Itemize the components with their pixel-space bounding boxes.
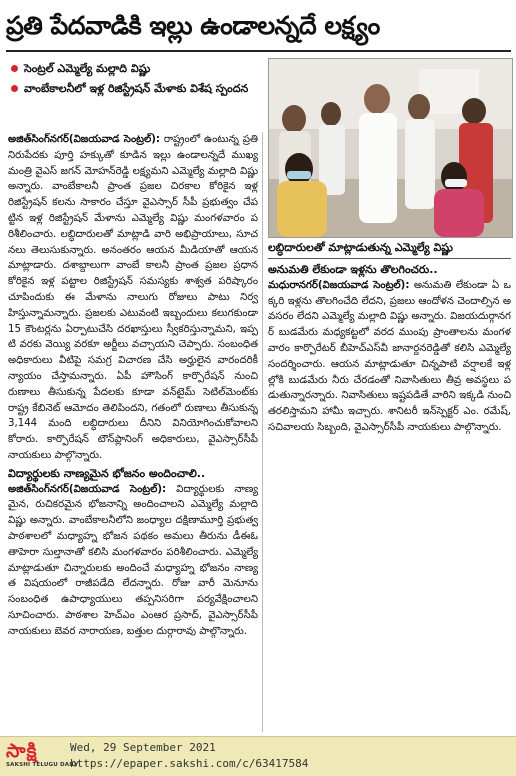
dateline: అజిత్‌సింగ్‌నగర్(విజయవాడ సెంట్రల్): [8,483,167,495]
logo-text: సాక్షి [6,740,38,762]
subheading: విద్యార్థులకు నాణ్యమైన భోజనం అందించాలి.. [8,466,206,480]
dateline: అజిత్‌సింగ్‌నగర్(విజయవాడ సెంట్రల్): [8,134,160,145]
news-photo-icon [269,59,512,237]
article-text: అనుమతి లేకుండా ఏ ఒక్కరి ఇళ్లను తొలగించేది లేదని, ప్రజలు ఆందోళన చెందాల్సిన అవసరం లేదని ఎమ్మెల్యే మల్లాది విష్ణు అన్నారు. విజయదుర్గానగర్ బుడమేరు మధ్యకట్టలో వరద ముంపు ప్రాంతాలను మంగళవారం కార్పొరేటర్ బీహెచ్‌ఎస్‌వీ జానార్దనరెడ్డితో కలిసి ఎమ్మెల్యే సందర్శించారు. ఆయన మాట్లాడుతూ చిన్నపాటి వర్షాలకే ఇళ్లల్లోకి బుడమేరు నీరు చేరడంతో నివాసితులు తీవ్ర అవస్థలు పడుతున్నారన్నారు. నివాసితులు ఇష్టపడితే వారిని ఇక్కడి నుంచి తరలిస్తామని హామీ ఇచ్చారు. శానిటరీ ఇన్‌స్పెక్టర్ ఎం. రమేష్, సచివాలయ సిబ్బంది, వైఎస్సార్‌సీపీ నాయకులు పాల్గొన్నారు. [268,279,511,433]
subheading: అనుమతి లేకుండా ఇళ్లను తొలగించరు.. [268,263,438,276]
headline: ప్రతి పేదవాడికి ఇల్లు ఉండాలన్నదే లక్ష్యం [6,11,380,40]
dateline: మధురానగర్(విజయవాడ సెంట్రల్): [268,279,410,291]
article-text: రాష్ట్రంలో ఉంటున్న ప్రతి నిరుపేదకు పూర్తి హక్కుతో కూడిన ఇల్లు ఉండాలన్నదే ముఖ్యమంత్రి వైఎస్ జగన్ మోహన్‌రెడ్డి లక్ష్యమని ఎమ్మెల్యే మల్లాది విష్ణు అన్నారు. వాంబేకాలనీ ప్రాంత ప్రజల చిరకాల కోరికైన ఇళ్ల రిజిస్ట్రేషన్ కలను సాకారం చేస్తూ వైఎస్సార్ సీపీ ప్రభుత్వం చేపట్టిన ఇళ్ల రిజిస్ట్రేషన్ మేళాను ఎమ్మెల్యే విష్ణు మంగళవారం పరిశీలించారు. లబ్ధిదారులతో మాట్లాడి వారి అభిప్రాయాలు, సూచనలు తెలుసుకున్నారు. అనంతరం ఆయన మీడియాతో ఆయన మాట్లాడారు. దశాబ్దాలుగా వాంబే కాలనీ ప్రాంత ప్రజల ప్రధాన కోరికైన ఇళ్ల పట్టాల రిజిస్ట్రేషన్ సమస్యకు శాశ్వత పరిష్కారం చూపిందుకు ఈ మేళాను నాలుగు రోజులు పాటు నిర్వహిస్తున్నామన్నారు. ప్రజలకు ఎటువంటి ఇబ్బందులు కలుగకుండా 15 కౌంటర్లను ఏర్పాటుచేసి దరఖాస్తులు స్వీకరిస్తున్నామని, ఇప్పటి వరకు వెయ్యి వరకూ అర్జీలు వచ్చాయని చెప్పారు. సంబంధిత అధికారులు వీటిపై సమగ్ర విచారణ చేసి అర్హులైన వారందరికీ న్యాయం చేస్తామన్నారు. ఏపీ హౌసింగ్ కార్పొరేషన్ నుంచి రుణాలు తీసుకున్న పేదలకు కూడా వన్‌టైమ్ సెటిల్‌మెంట్‌కు రాష్ట్ర కేబినెట్ ఆమోదం తెలిపిందని, గతంలో రుణాలు తీసుకున్న 3,144 మంది లబ్ధిదారులు దీనిని వినియోగించుకోవాలని కోరారు. కార్పొరేషన్ టౌన్‌ప్లానింగ్ అధికారులు, వైఎస్సార్‌సీపీ నాయకులు పాల్గొన్నారు. [8,134,258,461]
news-photo [268,58,513,238]
article-paragraph [8,132,258,464]
photo-caption: లబ్ధిదారులతో మాట్లాడుతున్న ఎమ్మెల్యే విష్ణు [268,241,453,254]
highlight-item: వాంబేకాలనీలో ఇళ్ల రిజిస్ట్రేషన్ మేళాకు విశేష స్పందన [8,80,253,97]
column-divider [262,132,263,732]
highlights [8,60,253,100]
epaper-footer [0,736,516,776]
article-column-left [8,132,258,760]
article-paragraph [8,482,258,640]
article-paragraph [268,278,511,436]
logo-subtext: SAKSHI TELUGU DAILY [6,762,79,768]
article-text: విద్యార్థులకు నాణ్యమైన, రుచికరమైన భోజనాన్ని అందించాలని ఎమ్మెల్యే మల్లాది విష్ణు అన్నారు. వాంబేకాలనీలోని జంధ్యాల దక్షిణామూర్తి ప్రభుత్వ పాఠశాలలో మధ్యాహ్న భోజన పథకం అమలు తీరును డీఈఓ తాహెరా సుల్తానాతో కలిసి మంగళవారం పరిశీలించారు. ఎమ్మెల్యే మాట్లాడుతూ చిన్నారులకు అందించే మధ్యాహ్న భోజనం నాణ్యత విషయంలో రాజీపడేది లేదన్నారు. రోజు వారీ మెనూను సంబంధిత ఉపాధ్యాయులు తప్పనిసరిగా పర్యవేక్షించాలని సూచించారు. పాఠశాల హెచ్ఎం ఎంఆర ప్రసాద్, వైఎస్సార్‌సీపీ నాయకులు బెవర నారాయణ, బత్తుల దుర్గారావు పాల్గొన్నారు. [8,483,258,637]
edition-date: Wed, 29 September 2021 [70,741,216,754]
sakshi-logo [6,740,79,772]
epaper-link[interactable]: https://epaper.sakshi.com/c/63417584 [70,757,309,770]
article-column-right [268,260,511,760]
highlight-item: సెంట్రల్ ఎమ్మెల్యే మల్లాది విష్ణు [8,60,253,77]
headline-rule [6,50,511,52]
caption-rule [268,258,511,259]
